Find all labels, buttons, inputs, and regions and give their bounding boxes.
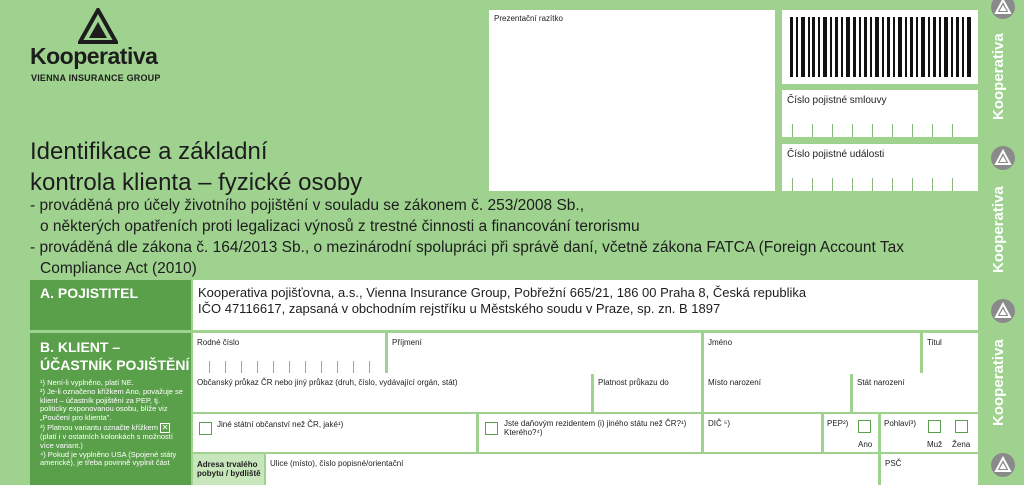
birth-country-field[interactable] xyxy=(853,373,978,412)
intro-bullet2-line2: Compliance Act (2010) xyxy=(40,260,197,277)
side-brand-text-1: Kooperativa xyxy=(990,33,1007,121)
intro-bullet2-line1: - prováděná dle zákona č. 164/2013 Sb., o mezinárodní spolupráci při správě daní, včetně zákona FATCA (Foreign Account Tax xyxy=(30,239,904,256)
section-b-notes xyxy=(40,379,188,468)
form-title-line1: Identifikace a základní xyxy=(30,138,268,165)
policy-number-label: Číslo pojistné smlouvy xyxy=(787,95,887,106)
cross-checkbox-icon: ✕ xyxy=(161,422,169,432)
id-validity-label: Platnost průkazu do xyxy=(598,378,669,387)
note-2: ²) Je-li označeno křížkem Ano, považuje se klient – účastník pojištění za PEP, tj. politicky exponovanou osobu, blíže viz „Poučení pro klienta". xyxy=(40,386,183,423)
section-a-label: A. POJISTITEL xyxy=(40,285,139,301)
other-citizenship-checkbox[interactable] xyxy=(199,422,212,435)
tax-resident-checkbox[interactable] xyxy=(485,422,498,435)
tax-resident-label: Jste daňovým rezidentem (i) jiného státu než ČR?¹) Kterého?⁴) xyxy=(504,419,687,437)
barcode-box xyxy=(782,10,978,84)
kooperativa-side-logo-icon xyxy=(990,452,1016,478)
surname-field[interactable] xyxy=(388,333,701,374)
section-b-label: B. KLIENT – ÚČASTNÍK POJIŠTĚNÍ xyxy=(40,339,190,373)
insurer-line2: IČO 47116617, zapsaná v obchodním rejstříku u Městského soudu v Praze, sp. zn. B 1897 xyxy=(198,301,721,316)
company-name: Kooperativa xyxy=(30,43,158,69)
form-title-line2: kontrola klienta – fyzické osoby xyxy=(30,169,363,196)
female-checkbox[interactable] xyxy=(955,420,968,433)
first-name-field[interactable] xyxy=(704,333,920,374)
side-brand-text-3: Kooperativa xyxy=(990,339,1007,427)
title-label: Titul xyxy=(927,338,942,347)
section-a-insurer xyxy=(193,280,978,330)
pep-label: PEP²) xyxy=(827,419,849,428)
surname-label: Příjmení xyxy=(392,338,422,347)
id-card-label: Občanský průkaz ČR nebo jiný průkaz (druh, číslo, vydávající orgán, stát) xyxy=(197,378,458,387)
company-group: VIENNA INSURANCE GROUP xyxy=(31,73,161,83)
side-brand-text-2: Kooperativa xyxy=(990,186,1007,274)
intro-bullet1-line2: o některých opatřeních proti legalizaci výnosů z trestné činnosti a financování terorismu xyxy=(40,218,640,235)
birth-number-ticks xyxy=(193,360,385,374)
claim-number-ticks xyxy=(782,177,978,191)
intro-bullet1-line1: - prováděná pro účely životního pojištění v souladu se zákonem č. 253/2008 Sb., xyxy=(30,197,585,214)
barcode-icon xyxy=(790,17,972,77)
kooperativa-logo-icon xyxy=(78,8,118,44)
female-label: Žena xyxy=(952,440,971,449)
stamp-box[interactable] xyxy=(489,10,775,191)
street-label: Ulice (místo), číslo popisné/orientační xyxy=(270,459,404,468)
policy-number-field[interactable] xyxy=(782,90,978,137)
birth-country-label: Stát narození xyxy=(857,378,905,387)
street-field[interactable] xyxy=(266,454,878,485)
note-4: ⁴) Pokud je vyplněno USA (Spojené státy americké), je třeba povinně vyplnit část xyxy=(40,449,177,468)
dic-label: DIČ ⁵) xyxy=(708,419,730,428)
title-field[interactable] xyxy=(923,333,978,374)
birth-place-label: Místo narození xyxy=(708,378,761,387)
company-logo xyxy=(30,8,170,88)
pep-yes-label: Ano xyxy=(858,440,873,449)
intro-text xyxy=(30,195,980,279)
kooperativa-side-logo-icon xyxy=(990,145,1016,171)
birth-number-label: Rodné číslo xyxy=(197,338,240,347)
insurer-line1: Kooperativa pojišťovna, a.s., Vienna Insurance Group, Pobřežní 665/21, 186 00 Praha 8, Česká republika xyxy=(198,285,807,300)
birth-place-field[interactable] xyxy=(704,373,850,412)
id-card-field[interactable] xyxy=(193,373,591,412)
male-label: Muž xyxy=(927,440,943,449)
form-title xyxy=(30,136,362,198)
claim-number-field[interactable] xyxy=(782,144,978,191)
section-b-label-box xyxy=(30,333,191,485)
section-a-label-box xyxy=(30,280,191,330)
address-label-box xyxy=(193,454,264,485)
note-1: ¹) Není-li vyplněno, platí NE. xyxy=(40,378,134,387)
note-3b: (platí i v ostatních kolonkách s možností více variant.) xyxy=(40,431,173,450)
gender-field[interactable] xyxy=(881,414,978,452)
address-label: Adresa trvalého pobytu / bydliště xyxy=(197,460,261,478)
note-3: ³) Platnou variantu označte křížkem ✕ xyxy=(40,422,169,432)
dic-field[interactable] xyxy=(704,414,821,452)
gender-label: Pohlaví³) xyxy=(884,419,917,428)
kooperativa-side-logo-icon xyxy=(990,0,1016,20)
male-checkbox[interactable] xyxy=(928,420,941,433)
pep-field[interactable] xyxy=(824,414,878,452)
first-name-label: Jméno xyxy=(708,338,733,347)
birth-number-field[interactable] xyxy=(193,333,385,374)
zip-label: PSČ xyxy=(885,459,902,468)
stamp-label: Prezentační razítko xyxy=(494,14,563,23)
claim-number-label: Číslo pojistné události xyxy=(787,149,885,160)
policy-number-ticks xyxy=(782,123,978,137)
id-validity-field[interactable] xyxy=(594,373,701,412)
zip-field[interactable] xyxy=(881,454,978,485)
kooperativa-side-logo-icon xyxy=(990,298,1016,324)
other-citizenship-field[interactable] xyxy=(193,414,476,452)
pep-yes-checkbox[interactable] xyxy=(858,420,871,433)
other-citizenship-label: Jiné státní občanství než ČR, jaké¹) xyxy=(217,420,344,429)
tax-resident-field[interactable] xyxy=(479,414,701,452)
